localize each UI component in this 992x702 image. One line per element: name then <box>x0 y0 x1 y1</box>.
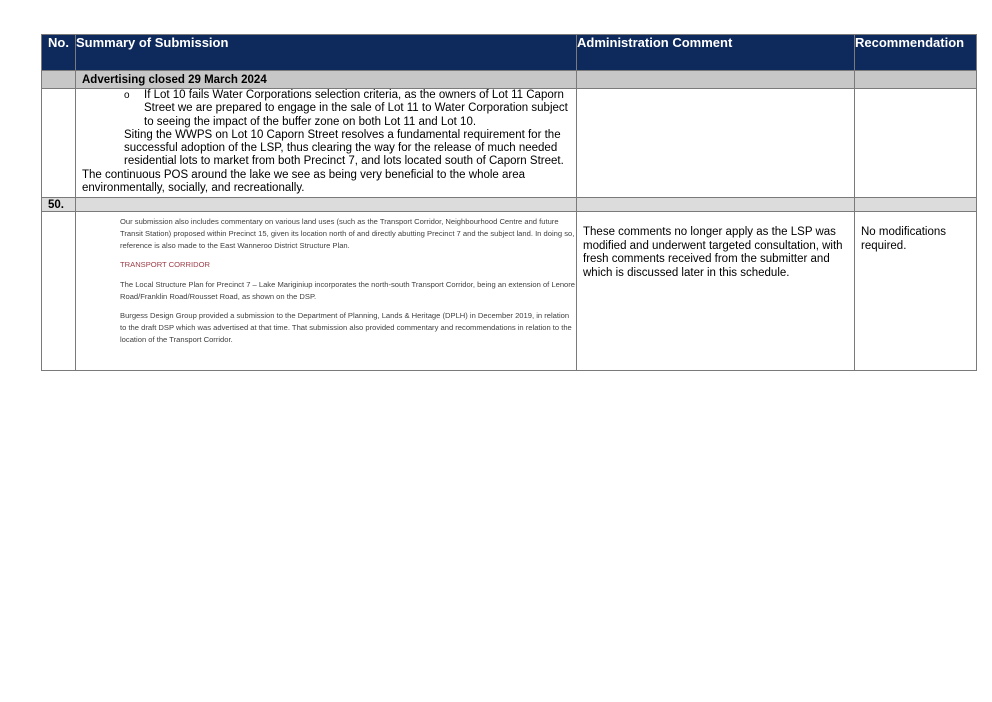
excerpt-paragraph-2: The Local Structure Plan for Precinct 7 – Lake Mariginiup incorporates the north-south Transport Corridor, being an extension of Lenore Road/Franklin Road/Rousset Road, as shown on the DSP. <box>120 280 576 301</box>
submission-schedule-table <box>41 34 977 371</box>
plain-paragraph: The continuous POS around the lake we see as being very beneficial to the whole area environmentally, socially, and recreationally. <box>82 168 526 195</box>
bullet-marker: o <box>124 90 130 101</box>
header-recommendation: Recommendation <box>855 35 977 71</box>
submission-50-row <box>42 212 977 371</box>
recommendation: No modifications required. <box>861 226 947 252</box>
header-admin-comment: Administration Comment <box>577 35 855 71</box>
header-no: No. <box>42 35 76 71</box>
continued-submission-row <box>42 89 977 198</box>
continued-summary <box>76 89 576 195</box>
excerpt-paragraph-3: Burgess Design Group provided a submission to the Department of Planning, Lands & Heritage (DPLH) in December 2019, in relation to the draft DSP which was advertised at that time. That submission also provided commentary and recommendations in relation to the location of the Transport Corridor. <box>120 311 572 344</box>
admin-comment: These comments no longer apply as the LSP was modified and underwent targeted consultation, with fresh comments received from the submitter and which is discussed later in this schedule. <box>583 226 843 279</box>
submission-number: 50. <box>42 198 76 212</box>
advertising-row <box>42 71 977 89</box>
advertising-closed-label: Advertising closed 29 March 2024 <box>76 71 577 89</box>
header-summary: Summary of Submission <box>76 35 577 71</box>
submission-number-row <box>42 198 977 212</box>
bullet-text: If Lot 10 fails Water Corporations selection criteria, as the owners of Lot 11 Caporn Street we are prepared to engage in the sale of Lot 11 to Water Corporation subject to seeing the impact of the buffer zone on both Lot 11 and Lot 10. <box>144 89 568 128</box>
excerpt-paragraph-1: Our submission also includes commentary on various land uses (such as the Transport Corridor, Neighbourhood Centre and future Transit Station) proposed within Precinct 15, given its location north of and directly abutting Precinct 7 and the subject land. In doing so, reference is also made to the East Wanneroo District Structure Plan. <box>120 217 575 250</box>
submission-excerpt-image <box>76 212 576 346</box>
excerpt-heading: TRANSPORT CORRIDOR <box>120 260 211 269</box>
indented-paragraph: Siting the WWPS on Lot 10 Caporn Street resolves a fundamental requirement for the successful adoption of the LSP, thus clearing the way for the release of much needed residential lots to market from both Precinct 7, and lots located south of Caporn Street. <box>124 128 564 168</box>
bullet-item <box>82 89 570 129</box>
header-row <box>42 35 977 71</box>
